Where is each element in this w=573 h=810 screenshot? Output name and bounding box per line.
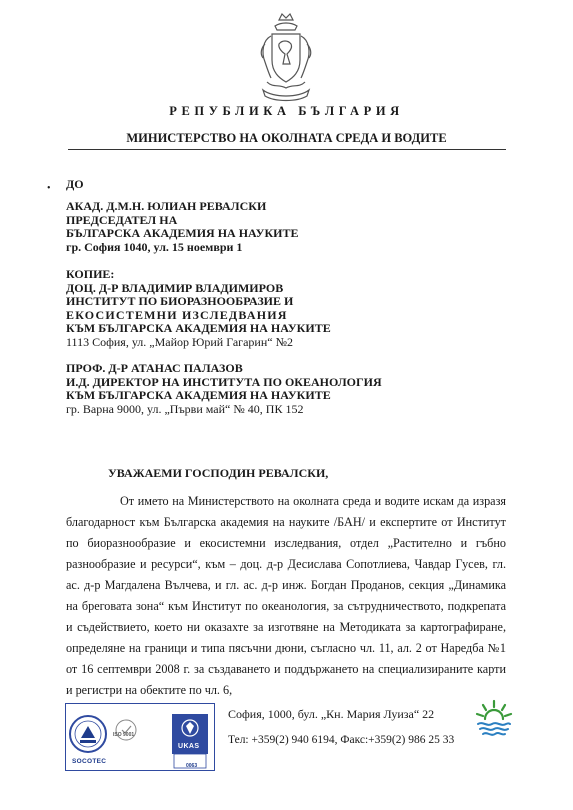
certification-logos (65, 703, 215, 771)
recipient-name: АКАД. Д.М.Н. ЮЛИАН РЕВАЛСКИ (66, 199, 267, 213)
recipient-address: гр. София 1040, ул. 15 ноември 1 (66, 239, 243, 254)
body-paragraph: От името на Министерството на околната среда и водите искам да изразя благодарност към Българска академия на науките /БАН/ и експертите от Институт по биоразнообразие и екосистемни изследвания, отдел „Растително и гъбно разнообразие и ресурси“, към – доц. д-р Десислава Сопотлиева, Чавдар Гусев, гл. ас. д-р Магдалена Вълчева, и гл. ас. д-р инж. Богдан Проданов, секция „Динамика на бреговата зона“ към Институт по океанология, за сътрудничеството, подкрепата и съдействието, което ни оказахте за изготвяне на Методиката за картографиране, определяне на граници и типа пясъчни дюни, съгласно чл. 11, ал. 2 от Наредба №1 от 16 септември 2008 г. за създаването и поддържането на специализираните карти и регистри на обектите по чл. 6, (66, 494, 506, 697)
republic-title: РЕПУБЛИКА БЪЛГАРИЯ (169, 104, 404, 118)
coat-of-arms-icon (257, 12, 315, 102)
header-divider (68, 149, 506, 150)
copy1-name: ДОЦ. Д-Р ВЛАДИМИР ВЛАДИМИРОВ (66, 280, 284, 295)
socotec-label: SOCOTEC (72, 758, 107, 765)
copy1-address: 1113 София, ул. „Майор Юрий Гагарин“ №2 (66, 334, 294, 349)
copy2-address: гр. Варна 9000, ул. „Първи май“ № 40, ПК 152 (66, 401, 304, 416)
copy1-org: КЪМ БЪЛГАРСКА АКАДЕМИЯ НА НАУКИТЕ (66, 321, 331, 336)
ukas-number: 0063 (186, 763, 198, 769)
footer-phones: Тел: +359(2) 940 6194, Факс:+359(2) 986 25 33 (228, 734, 455, 746)
copy2-name: ПРОФ. Д-Р АТАНАС ПАЛАЗОВ (66, 361, 243, 375)
footer-address: София, 1000, бул. „Кн. Мария Луиза“ 22 (228, 707, 435, 721)
margin-mark: • (47, 183, 51, 194)
copies-label: КОПИЕ: (66, 267, 115, 281)
copy1-block (66, 268, 331, 350)
copy2-org: КЪМ БЪЛГАРСКА АКАДЕМИЯ НА НАУКИТЕ (66, 388, 331, 403)
recipient-title: ПРЕДСЕДАТЕЛ НА (66, 212, 178, 227)
ministry-title: МИНИСТЕРСТВО НА ОКОЛНАТА СРЕДА И ВОДИТЕ (126, 131, 447, 145)
recipient-org: БЪЛГАРСКА АКАДЕМИЯ НА НАУКИТЕ (66, 226, 299, 241)
copy1-inst1: ИНСТИТУТ ПО БИОРАЗНООБРАЗИЕ И (66, 294, 294, 309)
copy1-inst2: ЕКОСИСТЕМНИ ИЗСЛЕДВАНИЯ (66, 307, 288, 322)
iso-label: ISO 9001 (113, 732, 135, 738)
salutation: УВАЖАЕМИ ГОСПОДИН РЕВАЛСКИ, (108, 466, 329, 480)
recipient-block (66, 200, 299, 254)
ukas-label: UKAS (178, 743, 200, 750)
letter-body (66, 491, 506, 701)
eco-sun-logo-icon (473, 697, 515, 739)
copy2-block (66, 362, 382, 416)
to-label: ДО (66, 177, 84, 191)
addressee-label-block (66, 178, 84, 192)
copy2-role: И.Д. ДИРЕКТОР НА ИНСТИТУТА ПО ОКЕАНОЛОГИЯ (66, 374, 382, 389)
